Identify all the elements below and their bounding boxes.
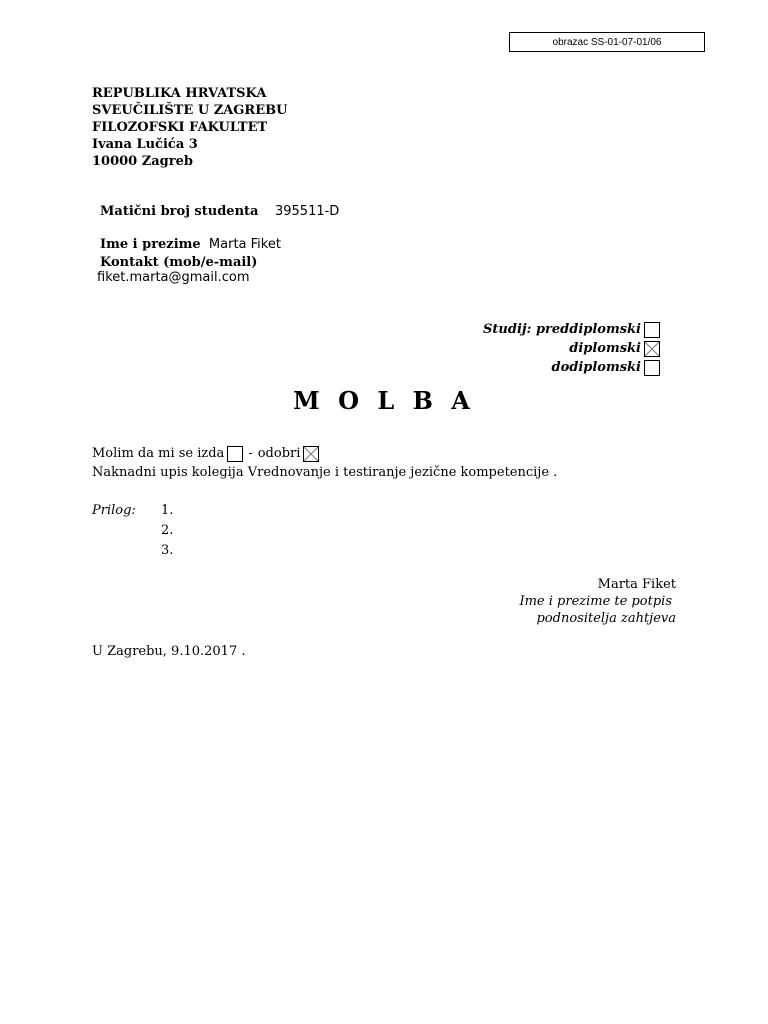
study-option-preddiplomski [483,320,660,339]
study-option-label: diplomski [569,341,641,356]
cross-mark-icon [645,342,659,356]
signature-name: Marta Fiket [597,577,676,592]
attachment-item: 2. [161,523,174,538]
form-code-box [509,32,705,52]
student-name-value: Marta Fiket [208,237,281,252]
approve-checkbox[interactable] [303,446,319,462]
request-text: Naknadni upis kolegija Vrednovanje i testiranje jezične kompetencije . [92,465,558,480]
header-line-street: Ivana Lučića 3 [92,137,198,152]
request-section [92,444,557,482]
study-checkbox-diplomski[interactable] [644,341,660,357]
student-contact-value: fiket.marta@gmail.com [97,270,250,285]
study-option-label: preddiplomski [535,322,641,337]
approve-label: odobri [257,446,301,461]
study-option-diplomski [483,339,660,358]
student-contact-label: Kontakt (mob/e-mail) [100,255,258,270]
study-option-label: dodiplomski [551,360,641,375]
signature-caption-line1: Ime i prezime te potpis [519,594,672,609]
study-option-dodiplomski [483,358,660,377]
study-label: Studij: [483,322,532,337]
study-checkbox-preddiplomski[interactable] [644,322,660,338]
request-prefix: Molim da mi se izda [92,446,225,461]
student-id-row [100,204,339,219]
signature-caption-line2: podnositelja zahtjeva [536,611,676,626]
attachment-item: 3. [161,543,174,558]
signature-caption [519,593,676,627]
student-id-label: Matični broj studenta [100,204,259,219]
request-choice-row [92,444,557,463]
cross-mark-icon [304,447,318,461]
student-name-label: Ime i prezime [100,237,201,252]
institution-header [92,85,287,170]
attachment-item: 1. [161,503,174,518]
student-contact-value-row [97,270,250,285]
attachments-label: Prilog: [92,503,136,518]
signature-block [519,576,676,627]
header-line-faculty: FILOZOFSKI FAKULTET [92,120,268,135]
request-separator: - [248,446,253,461]
place-and-date: U Zagrebu, 9.10.2017 . [92,644,246,659]
student-id-value: 395511-D [274,204,340,219]
header-line-city: 10000 Zagreb [92,154,193,169]
document-title: M O L B A [293,386,475,415]
header-line-university: SVEUČILIŠTE U ZAGREBU [92,103,288,118]
attachments-list [161,501,173,561]
form-code-text: obrazac SS-01-07-01/06 [552,36,662,48]
study-type-selection [483,320,660,377]
student-contact-row [100,255,257,270]
issue-checkbox[interactable] [227,446,243,462]
study-checkbox-dodiplomski[interactable] [644,360,660,376]
student-name-row [100,237,281,252]
header-line-country: REPUBLIKA HRVATSKA [92,86,267,101]
